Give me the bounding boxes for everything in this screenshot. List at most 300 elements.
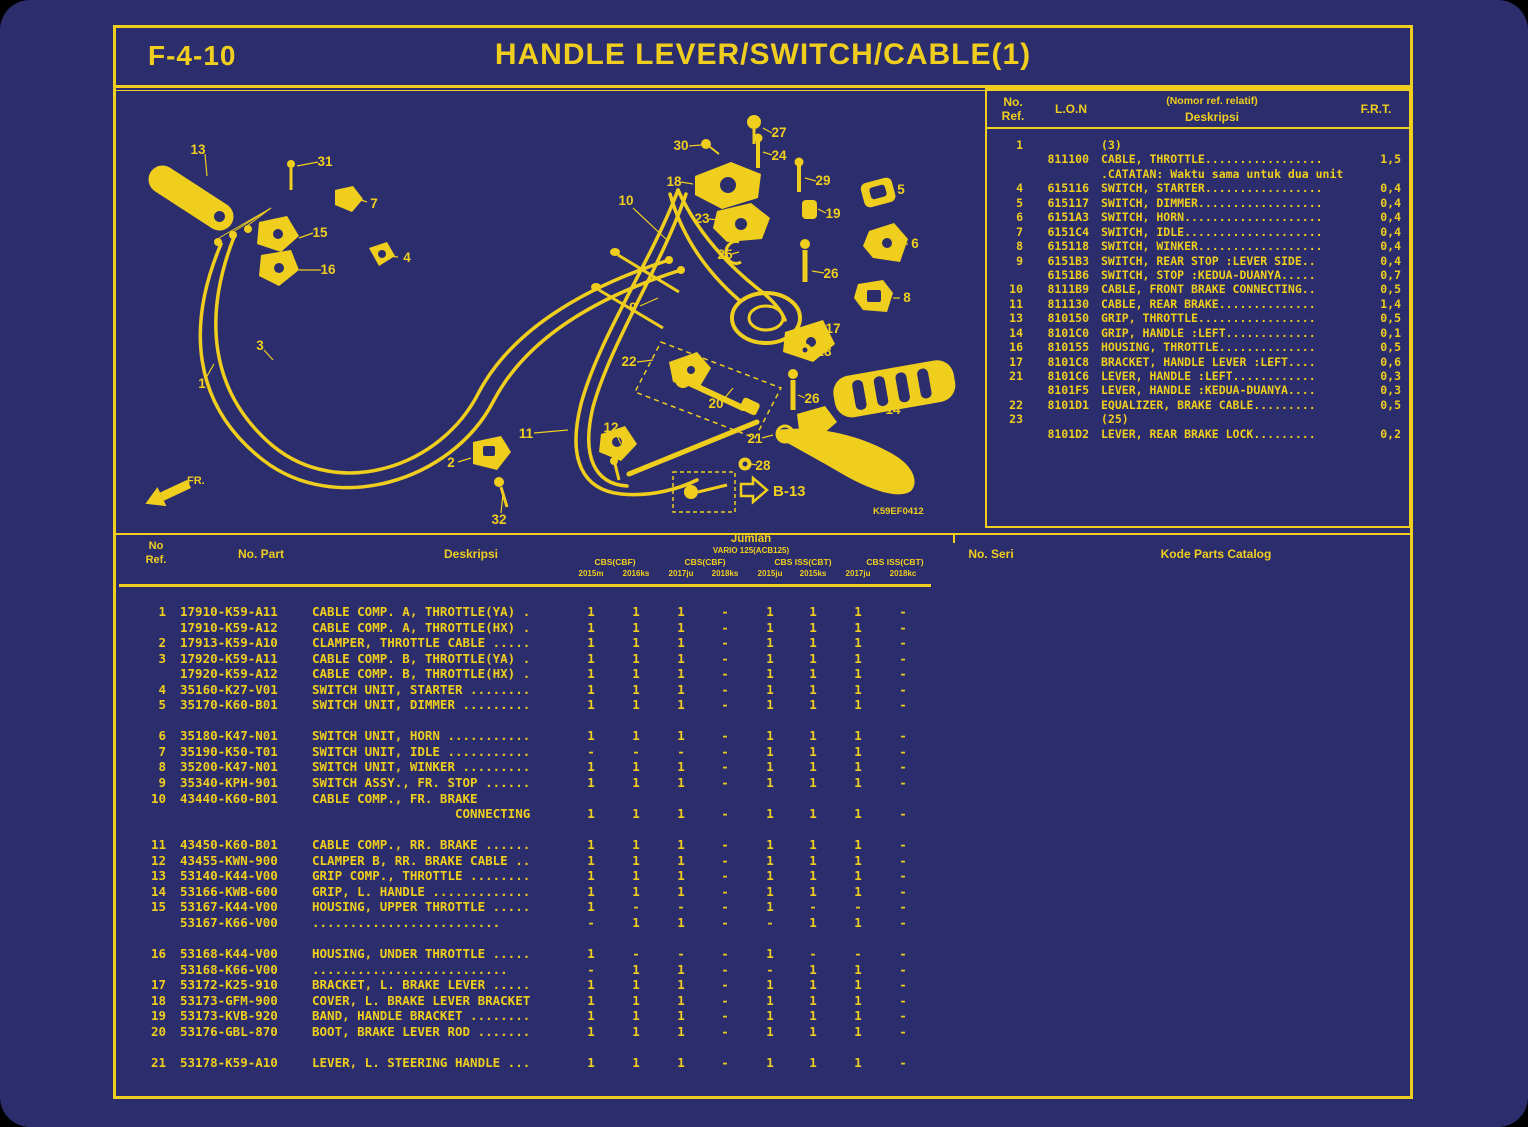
lon-row-desc: GRIP, HANDLE :LEFT.............	[1101, 325, 1316, 340]
callout-5: 5	[897, 182, 905, 197]
parts-row-qty-3: 1	[677, 868, 685, 884]
parts-row-ref: 10	[150, 790, 166, 806]
parts-row-qty-1: 1	[587, 899, 595, 915]
lon-row-desc: .CATATAN: Waktu sama untuk dua unit	[1101, 166, 1344, 181]
parts-col-jumlah: Jumlah	[730, 533, 772, 545]
parts-row-qty-7: 1	[854, 977, 862, 993]
page-code: F-4-10	[148, 40, 237, 71]
parts-row-qty-8: -	[899, 806, 907, 822]
parts-row-qty-5: 1	[766, 604, 774, 619]
parts-row-part: 35200-K47-N01	[180, 759, 278, 775]
callout-28b: 28	[755, 458, 771, 473]
parts-row-desc: BOOT, BRAKE LEVER ROD .......	[312, 1023, 531, 1039]
parts-row-qty-4: -	[721, 946, 729, 962]
lon-row-code: 615117	[1047, 195, 1089, 210]
parts-row-part: 53168-K44-V00	[180, 946, 278, 962]
parts-row-qty-5: 1	[766, 697, 774, 713]
parts-rows	[116, 604, 1410, 1070]
parts-row-ref: 15	[150, 899, 166, 915]
frt-col-header: F.R.T.	[1360, 102, 1392, 116]
parts-row-qty-7: 1	[854, 992, 862, 1008]
lon-row-desc: LEVER, HANDLE :LEFT............	[1101, 369, 1316, 383]
parts-row-desc: SWITCH ASSY., FR. STOP ......	[312, 775, 531, 791]
lon-table-row	[987, 181, 1409, 195]
parts-row-qty-1: 1	[587, 946, 595, 962]
parts-row-qty-6: 1	[809, 619, 817, 635]
parts-row-qty-7: 1	[854, 961, 862, 977]
ref-panel-header-line	[987, 127, 1409, 129]
parts-row-qty-8: -	[899, 852, 907, 868]
parts-row-qty-4: -	[721, 728, 729, 744]
lon-row-ref: 22	[1009, 397, 1023, 412]
parts-row-qty-4: -	[721, 619, 729, 635]
parts-row-qty-3: -	[677, 743, 685, 759]
parts-row-qty-7: 1	[854, 743, 862, 759]
lon-row-code: 8101C0	[1047, 325, 1089, 340]
equalizer-22-group	[635, 342, 781, 438]
lon-row-desc: SWITCH, STARTER.................	[1101, 181, 1323, 196]
parts-row-qty-6: 1	[809, 775, 817, 791]
callout-15: 15	[312, 225, 328, 240]
parts-row-qty-4: -	[721, 883, 729, 899]
parts-row-qty-5: 1	[766, 1054, 774, 1070]
parts-row-qty-1: 1	[587, 1008, 595, 1024]
parts-row-qty-4: -	[721, 650, 729, 666]
parts-row-qty-8: -	[899, 650, 907, 666]
lon-row-desc: SWITCH, WINKER..................	[1101, 239, 1323, 254]
lon-row-frt: 1,4	[1380, 296, 1401, 311]
lon-table-row	[987, 167, 1409, 181]
parts-row-qty-2: 1	[632, 837, 640, 853]
parts-row-qty-2: 1	[632, 650, 640, 666]
parts-row-part: 53140-K44-V00	[180, 868, 278, 884]
parts-row-qty-6: -	[809, 946, 817, 962]
lon-row-desc: SWITCH, IDLE....................	[1101, 224, 1323, 239]
parts-row-qty-8: -	[899, 743, 907, 759]
callout-18: 18	[666, 174, 682, 189]
parts-row-qty-3: 1	[677, 1008, 685, 1024]
parts-row-qty-5: 1	[766, 883, 774, 899]
lon-row-code: 8101C8	[1047, 354, 1089, 369]
callout-13: 13	[190, 142, 206, 157]
parts-row-qty-8: -	[899, 992, 907, 1008]
parts-row-qty-3: 1	[677, 759, 685, 775]
parts-row-qty-2: 1	[632, 619, 640, 635]
lon-table-row	[987, 268, 1409, 282]
parts-table-row	[116, 635, 1410, 651]
parts-row-qty-2: 1	[632, 1008, 640, 1024]
variant-group-2: CBS(CBF)	[684, 557, 726, 567]
lon-row-code: 8101D2	[1047, 426, 1089, 441]
parts-row-qty-1: -	[587, 961, 595, 977]
parts-col-part: No. Part	[237, 547, 284, 561]
lon-table-row	[987, 239, 1409, 253]
lon-table-row	[987, 225, 1409, 239]
fr-label: FR.	[187, 475, 205, 487]
parts-table-row	[116, 853, 1410, 869]
callout-24: 24	[771, 148, 787, 163]
parts-row-qty-7: 1	[854, 837, 862, 853]
parts-row-qty-8: -	[899, 1054, 907, 1070]
parts-row-qty-6: 1	[809, 883, 817, 899]
callout-22: 22	[621, 354, 637, 369]
parts-row-desc: CABLE COMP. A, THROTTLE(HX) .	[312, 619, 531, 635]
parts-row-qty-5: 1	[766, 775, 774, 791]
parts-row-qty-2: 1	[632, 868, 640, 884]
parts-table-row	[116, 666, 1410, 682]
parts-row-qty-8: -	[899, 635, 907, 651]
parts-row-qty-4: -	[721, 604, 729, 619]
lon-row-frt: 0,4	[1380, 239, 1401, 254]
parts-row-qty-4: -	[721, 868, 729, 884]
parts-row-ref: 2	[158, 635, 166, 651]
parts-row-desc: SWITCH UNIT, IDLE ...........	[312, 743, 531, 759]
lon-row-desc: EQUALIZER, BRAKE CABLE.........	[1101, 397, 1316, 412]
parts-row-ref: 21	[150, 1054, 166, 1070]
parts-table-row	[116, 899, 1410, 915]
lon-row-code: 8101F5	[1047, 383, 1089, 398]
parts-row-qty-6: 1	[809, 697, 817, 713]
lon-table-row	[987, 398, 1409, 412]
lon-table-row	[987, 311, 1409, 325]
parts-row-part: 35340-KPH-901	[180, 775, 278, 791]
parts-row-qty-2: -	[632, 743, 640, 759]
lon-row-code: 811130	[1047, 296, 1089, 311]
parts-row-qty-6: 1	[809, 743, 817, 759]
parts-row-qty-3: 1	[677, 883, 685, 899]
parts-row-qty-2: 1	[632, 806, 640, 822]
parts-row-qty-2: 1	[632, 977, 640, 993]
lon-row-ref: 4	[1016, 181, 1023, 196]
parts-row-qty-6: 1	[809, 806, 817, 822]
parts-col-ref-line1: No	[148, 540, 164, 552]
parts-row-part: 53178-K59-A10	[180, 1054, 278, 1070]
parts-row-qty-3: 1	[677, 635, 685, 651]
parts-row-qty-2: 1	[632, 697, 640, 713]
parts-row-qty-8: -	[899, 946, 907, 962]
parts-row-qty-1: 1	[587, 1023, 595, 1039]
lon-row-code: 6151B3	[1047, 253, 1089, 268]
exploded-parts-diagram	[121, 92, 985, 528]
parts-row-qty-7: 1	[854, 728, 862, 744]
parts-row-qty-6: 1	[809, 977, 817, 993]
lon-row-ref: 21	[1009, 369, 1023, 383]
lon-row-code: 6151A3	[1047, 210, 1089, 225]
parts-row-qty-4: -	[721, 914, 729, 930]
parts-row-qty-1: 1	[587, 681, 595, 697]
parts-row-qty-5: 1	[766, 899, 774, 915]
parts-row-qty-2: 1	[632, 883, 640, 899]
lon-table-row	[987, 427, 1409, 441]
parts-col-model: VARIO 125(ACB125)	[712, 546, 790, 555]
parts-row-qty-4: -	[721, 977, 729, 993]
parts-row-qty-3: 1	[677, 604, 685, 619]
callout-32: 32	[491, 512, 507, 527]
parts-row-part: 35190-K50-T01	[180, 743, 278, 759]
lon-row-desc: LEVER, HANDLE :KEDUA-DUANYA....	[1101, 383, 1316, 398]
lon-row-code: 8101C6	[1047, 369, 1089, 383]
parts-row-desc: SWITCH UNIT, WINKER .........	[312, 759, 531, 775]
parts-col-seri: No. Seri	[968, 547, 1014, 561]
parts-row-qty-4: -	[721, 775, 729, 791]
parts-row-qty-5: -	[766, 961, 774, 977]
parts-row-qty-4: -	[721, 899, 729, 915]
parts-row-ref: 20	[150, 1023, 166, 1039]
callout-19: 19	[825, 206, 841, 221]
parts-row-qty-3: 1	[677, 650, 685, 666]
year-col-5: 2015ju	[757, 569, 783, 578]
parts-row-qty-5: 1	[766, 681, 774, 697]
lon-table-row	[987, 412, 1409, 426]
parts-table-row	[116, 868, 1410, 884]
parts-row-desc: GRIP COMP., THROTTLE ........	[312, 868, 531, 884]
parts-row-desc: COVER, L. BRAKE LEVER BRACKET	[312, 992, 531, 1008]
lon-row-desc: SWITCH, REAR STOP :LEVER SIDE..	[1101, 253, 1316, 268]
b13-arrow-icon	[741, 478, 767, 502]
parts-row-qty-8: -	[899, 868, 907, 884]
parts-table-row	[116, 884, 1410, 900]
parts-row-qty-1: -	[587, 914, 595, 930]
parts-row-qty-1: 1	[587, 666, 595, 682]
lon-row-frt: 0,4	[1380, 181, 1401, 196]
parts-row-desc: CABLE COMP., RR. BRAKE ......	[312, 837, 531, 853]
callout-21: 21	[747, 431, 763, 446]
parts-row-qty-1: 1	[587, 604, 595, 619]
parts-row-qty-8: -	[899, 619, 907, 635]
lon-row-frt: 0,5	[1380, 397, 1401, 412]
parts-row-qty-5: 1	[766, 806, 774, 822]
parts-row-desc: ..........................	[312, 961, 508, 977]
lon-table-row	[987, 254, 1409, 268]
parts-row-qty-4: -	[721, 681, 729, 697]
lon-row-ref: 16	[1009, 340, 1023, 355]
parts-table-row	[116, 822, 1410, 838]
callout-10: 10	[618, 193, 634, 208]
parts-row-qty-7: -	[854, 946, 862, 962]
parts-table-row	[116, 791, 1410, 807]
parts-col-kode: Kode Parts Catalog	[1160, 547, 1272, 561]
parts-row-qty-4: -	[721, 1008, 729, 1024]
parts-row-qty-6: 1	[809, 635, 817, 651]
callout-3: 3	[256, 338, 264, 353]
parts-table-row	[116, 806, 1410, 822]
parts-row-desc: CABLE COMP. B, THROTTLE(HX) .	[312, 666, 531, 682]
parts-row-qty-5: 1	[766, 1008, 774, 1024]
parts-row-qty-8: -	[899, 681, 907, 697]
parts-row-ref: 14	[150, 883, 166, 899]
parts-row-part: 53168-K66-V00	[180, 961, 278, 977]
callout-8: 8	[903, 290, 911, 305]
lon-row-ref: 7	[1016, 224, 1023, 239]
parts-row-part: 53176-GBL-870	[180, 1023, 278, 1039]
parts-table-row	[116, 930, 1410, 946]
parts-row-qty-1: 1	[587, 635, 595, 651]
lon-row-code: 615118	[1047, 239, 1089, 254]
lon-row-code: 8111B9	[1047, 282, 1089, 297]
callout-leader-lines	[205, 128, 908, 513]
lon-row-desc: CABLE, FRONT BRAKE CONNECTING..	[1101, 282, 1316, 297]
parts-row-qty-8: -	[899, 837, 907, 853]
parts-table-row	[116, 1008, 1410, 1024]
parts-row-qty-2: 1	[632, 852, 640, 868]
parts-row-qty-2: 1	[632, 635, 640, 651]
parts-table-row	[116, 977, 1410, 993]
parts-row-part: 17910-K59-A12	[180, 619, 278, 635]
lon-row-code: 811100	[1047, 152, 1089, 167]
parts-row-qty-5: 1	[766, 992, 774, 1008]
parts-row-qty-8: -	[899, 899, 907, 915]
year-col-4: 2018ks	[711, 569, 739, 578]
parts-row-qty-5: 1	[766, 977, 774, 993]
callout-1: 1	[198, 376, 206, 391]
parts-row-qty-4: -	[721, 852, 729, 868]
parts-row-qty-7: 1	[854, 775, 862, 791]
parts-row-qty-7: 1	[854, 852, 862, 868]
parts-row-qty-4: -	[721, 961, 729, 977]
parts-row-qty-7: 1	[854, 1008, 862, 1024]
parts-row-qty-5: 1	[766, 728, 774, 744]
lon-table-row	[987, 340, 1409, 354]
parts-row-qty-1: 1	[587, 697, 595, 713]
parts-row-qty-5: 1	[766, 635, 774, 651]
parts-row-ref: 8	[158, 759, 166, 775]
parts-row-qty-1: 1	[587, 837, 595, 853]
callout-9: 9	[629, 300, 637, 315]
parts-row-qty-6: 1	[809, 914, 817, 930]
parts-row-ref: 5	[158, 697, 166, 713]
parts-row-ref: 7	[158, 743, 166, 759]
parts-row-qty-1: 1	[587, 759, 595, 775]
parts-row-qty-8: -	[899, 666, 907, 682]
parts-row-qty-3: 1	[677, 666, 685, 682]
parts-row-qty-6: 1	[809, 852, 817, 868]
parts-row-qty-5: 1	[766, 1023, 774, 1039]
callout-12: 12	[603, 420, 619, 435]
parts-row-qty-3: 1	[677, 837, 685, 853]
lon-row-frt: 0,4	[1380, 224, 1401, 239]
parts-row-qty-8: -	[899, 883, 907, 899]
page-title: HANDLE LEVER/SWITCH/CABLE(1)	[494, 38, 1032, 71]
parts-row-qty-2: 1	[632, 666, 640, 682]
parts-row-desc: CABLE COMP. B, THROTTLE(YA) .	[312, 650, 531, 666]
callout-20: 20	[708, 396, 724, 411]
parts-row-qty-7: 1	[854, 1054, 862, 1070]
parts-row-ref: 1	[158, 604, 166, 619]
lon-reference-panel	[985, 88, 1411, 528]
lon-col-header: L.O.N	[1055, 102, 1087, 116]
parts-row-desc: CLAMPER B, RR. BRAKE CABLE ..	[312, 852, 531, 868]
parts-row-part: 53167-K66-V00	[180, 914, 278, 930]
parts-table-row	[116, 651, 1410, 667]
parts-row-qty-7: -	[854, 899, 862, 915]
parts-row-qty-4: -	[721, 635, 729, 651]
parts-row-qty-7: 1	[854, 635, 862, 651]
parts-table-row	[116, 1055, 1410, 1071]
parts-row-qty-8: -	[899, 697, 907, 713]
variant-group-1: CBS(CBF)	[594, 557, 636, 567]
parts-row-qty-6: 1	[809, 1023, 817, 1039]
lon-table-row	[987, 152, 1409, 166]
parts-row-qty-4: -	[721, 837, 729, 853]
callout-17: 17	[825, 321, 841, 336]
parts-table-row	[116, 697, 1410, 713]
parts-row-qty-8: -	[899, 914, 907, 930]
lon-row-frt: 0,5	[1380, 340, 1401, 355]
year-col-3: 2017ju	[668, 569, 694, 578]
lon-row-desc: GRIP, THROTTLE.................	[1101, 311, 1316, 326]
variant-group-4: CBS ISS(CBT)	[866, 557, 924, 567]
parts-row-qty-6: 1	[809, 666, 817, 682]
parts-row-qty-5: 1	[766, 666, 774, 682]
parts-table-row	[116, 604, 1410, 620]
lon-row-ref: 14	[1009, 325, 1023, 340]
callout-28a: 28	[816, 344, 832, 359]
clamper-2-shape	[473, 436, 511, 507]
parts-table-row	[116, 620, 1410, 636]
parts-row-ref: 6	[158, 728, 166, 744]
parts-row-part: 53172-K25-910	[180, 977, 278, 993]
b13-label: B-13	[773, 483, 806, 500]
parts-row-part: 43450-K60-B01	[180, 837, 278, 853]
parts-row-qty-4: -	[721, 1023, 729, 1039]
parts-row-desc: .........................	[312, 914, 501, 930]
parts-row-qty-5: 1	[766, 619, 774, 635]
parts-row-qty-7: 1	[854, 868, 862, 884]
b13-connector-group	[673, 472, 806, 512]
parts-row-ref: 19	[150, 1008, 166, 1024]
lon-row-ref: 8	[1016, 239, 1023, 254]
callout-29: 29	[815, 173, 831, 188]
parts-row-qty-5: 1	[766, 868, 774, 884]
callout-27: 27	[771, 125, 787, 140]
lon-row-ref: 5	[1016, 195, 1023, 210]
parts-row-qty-1: 1	[587, 883, 595, 899]
parts-row-qty-6: -	[809, 899, 817, 915]
lon-row-desc: HOUSING, THROTTLE..............	[1101, 340, 1316, 355]
parts-row-qty-1: 1	[587, 775, 595, 791]
parts-row-part: 35180-K47-N01	[180, 728, 278, 744]
parts-table-row	[116, 837, 1410, 853]
parts-row-desc: CONNECTING	[312, 806, 531, 822]
parts-row-part: 17910-K59-A11	[180, 604, 278, 619]
desc-col-header-top: (Nomor ref. relatif)	[1166, 95, 1258, 107]
parts-row-part: 43455-KWN-900	[180, 852, 278, 868]
parts-row-ref: 11	[150, 837, 166, 853]
parts-row-desc: HOUSING, UNDER THROTTLE .....	[312, 946, 531, 962]
lon-rows	[987, 138, 1409, 441]
screw-31-shape	[287, 160, 295, 190]
parts-row-qty-5: 1	[766, 852, 774, 868]
parts-row-part: 35160-K27-V01	[180, 681, 278, 697]
parts-row-desc: CABLE COMP., FR. BRAKE	[312, 790, 478, 806]
parts-row-qty-3: 1	[677, 697, 685, 713]
parts-row-desc: CABLE COMP. A, THROTTLE(YA) .	[312, 604, 531, 619]
parts-row-qty-6: 1	[809, 1054, 817, 1070]
parts-row-qty-1: 1	[587, 1054, 595, 1070]
parts-row-qty-7: 1	[854, 914, 862, 930]
callout-11: 11	[518, 426, 534, 441]
year-col-6: 2015ks	[799, 569, 827, 578]
parts-table-row	[116, 946, 1410, 962]
upper-switch-shapes	[695, 115, 817, 263]
parts-table-row	[116, 1024, 1410, 1040]
parts-header-tick	[953, 533, 955, 543]
lon-row-ref: 1	[1016, 138, 1023, 152]
parts-row-qty-5: 1	[766, 650, 774, 666]
callout-16: 16	[320, 262, 336, 277]
parts-row-qty-2: 1	[632, 1054, 640, 1070]
callout-6: 6	[911, 236, 919, 251]
